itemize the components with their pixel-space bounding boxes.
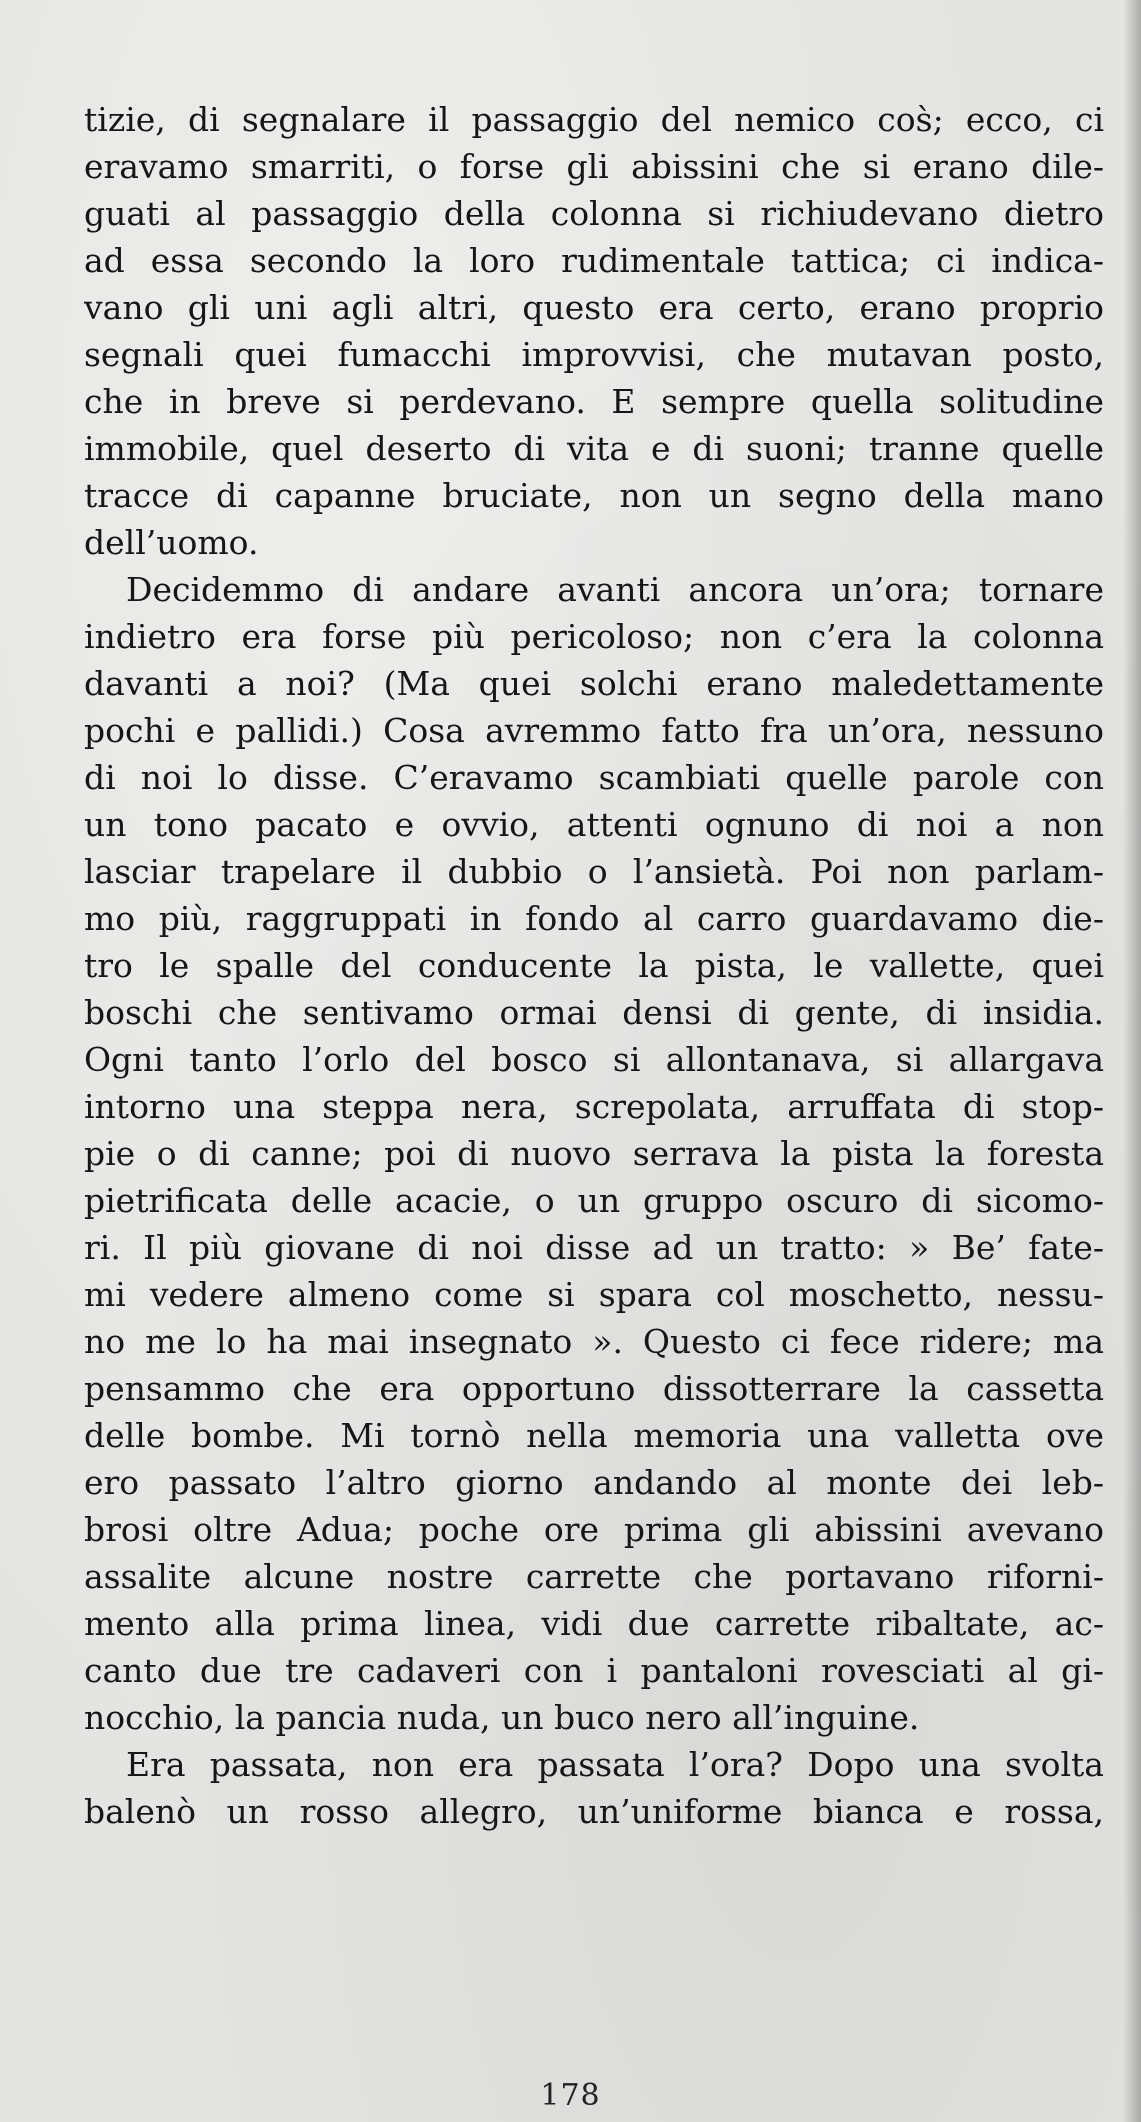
- text-line: segnali quei fumacchi improvvisi, che mutavan posto,: [84, 335, 1104, 374]
- text-line: nocchio, la pancia nuda, un buco nero all’inguine.: [84, 1698, 920, 1737]
- text-line: dell’uomo.: [84, 523, 259, 562]
- text-line: tro le spalle del conducente la pista, le vallette, quei: [84, 946, 1104, 985]
- text-line: vano gli uni agli altri, questo era certo, erano proprio: [84, 288, 1104, 327]
- text-line: ad essa secondo la loro rudimentale tattica; ci indica-: [84, 241, 1104, 280]
- text-line: ero passato l’altro giorno andando al monte dei leb-: [84, 1463, 1104, 1502]
- text-line: un tono pacato e ovvio, attenti ognuno di noi a non: [84, 805, 1104, 844]
- text-line: mento alla prima linea, vidi due carrette ribaltate, ac-: [84, 1604, 1104, 1643]
- text-line: indietro era forse più pericoloso; non c’era la colonna: [84, 617, 1104, 656]
- text-line: canto due tre cadaveri con i pantaloni rovesciati al gi-: [84, 1651, 1104, 1690]
- text-line: immobile, quel deserto di vita e di suoni; tranne quelle: [84, 429, 1104, 468]
- text-line: brosi oltre Adua; poche ore prima gli abissini avevano: [84, 1510, 1104, 1549]
- text-line: pochi e pallidi.) Cosa avremmo fatto fra un’ora, nessuno: [84, 711, 1104, 750]
- paragraph: [84, 96, 1104, 566]
- text-line: delle bombe. Mi tornò nella memoria una valletta ove: [84, 1416, 1104, 1455]
- text-line: pie o di canne; poi di nuovo serrava la pista la foresta: [84, 1134, 1104, 1173]
- page-number: 178: [540, 2078, 601, 2113]
- text-line: boschi che sentivamo ormai densi di gente, di insidia.: [84, 993, 1104, 1032]
- paragraph: [84, 566, 1104, 1741]
- text-line: no me lo ha mai insegnato ». Questo ci fece ridere; ma: [84, 1322, 1104, 1361]
- text-line: Era passata, non era passata l’ora? Dopo una svolta: [126, 1745, 1104, 1784]
- text-line: che in breve si perdevano. E sempre quella solitudine: [84, 382, 1104, 421]
- text-line: intorno una steppa nera, screpolata, arruffata di stop-: [84, 1087, 1104, 1126]
- text-line: tracce di capanne bruciate, non un segno della mano: [84, 476, 1104, 515]
- text-line: guati al passaggio della colonna si richiudevano dietro: [84, 194, 1104, 233]
- text-line: pensammo che era opportuno dissotterrare la cassetta: [84, 1369, 1104, 1408]
- text-line: davanti a noi? (Ma quei solchi erano maledettamente: [84, 664, 1104, 703]
- text-line: eravamo smarriti, o forse gli abissini che si erano dile-: [84, 147, 1104, 186]
- text-line: ri. Il più giovane di noi disse ad un tratto: » Be’ fate-: [84, 1228, 1104, 1267]
- text-line: tizie, di segnalare il passaggio del nemico cos̀; ecco, ci: [84, 100, 1104, 139]
- paragraph: [84, 1741, 1104, 1835]
- text-line: lasciar trapelare il dubbio o l’ansietà. Poi non parlam-: [84, 852, 1104, 891]
- text-line: Ogni tanto l’orlo del bosco si allontanava, si allargava: [84, 1040, 1104, 1079]
- text-line: mi vedere almeno come si spara col moschetto, nessu-: [84, 1275, 1104, 1314]
- text-line: balenò un rosso allegro, un’uniforme bianca e rossa,: [84, 1792, 1104, 1831]
- text-line: Decidemmo di andare avanti ancora un’ora; tornare: [126, 570, 1104, 609]
- page-edge-shadow: [1123, 0, 1141, 2122]
- text-line: assalite alcune nostre carrette che portavano riforni-: [84, 1557, 1104, 1596]
- body-text: [84, 96, 1104, 1835]
- text-line: pietrificata delle acacie, o un gruppo oscuro di sicomo-: [84, 1181, 1104, 1220]
- text-line: mo più, raggruppati in fondo al carro guardavamo die-: [84, 899, 1104, 938]
- text-line: di noi lo disse. C’eravamo scambiati quelle parole con: [84, 758, 1104, 797]
